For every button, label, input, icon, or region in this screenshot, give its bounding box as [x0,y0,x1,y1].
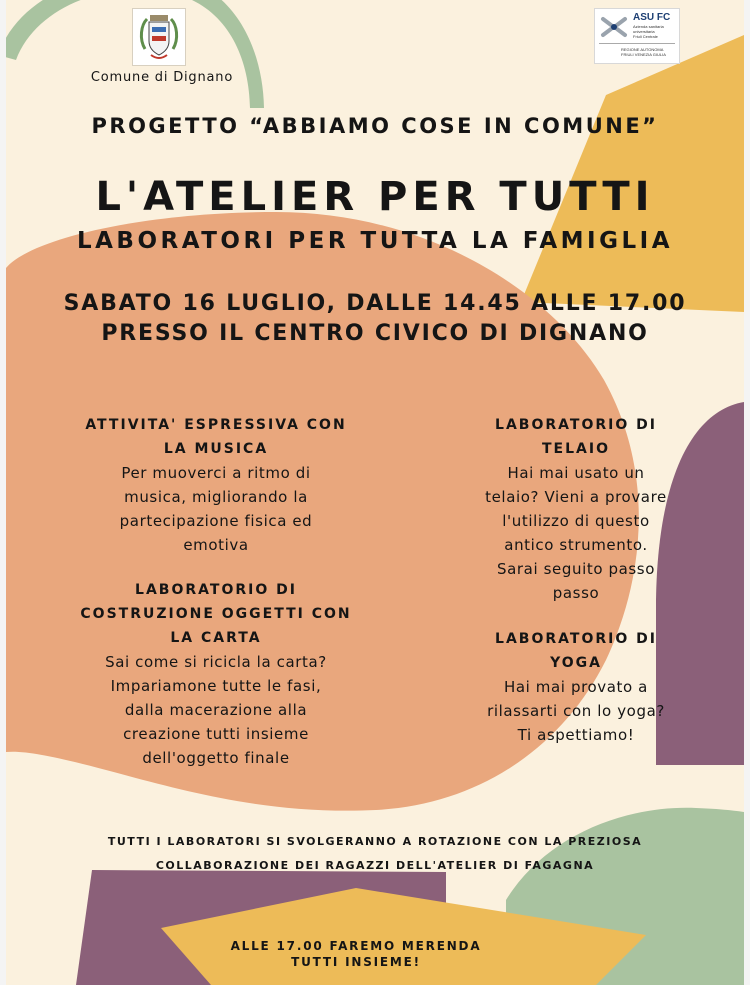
page-subtitle: LABORATORI PER TUTTA LA FAMIGLIA [76,228,674,254]
region-name: REGIONE AUTONOMA FRIULI VENEZIA GIULIA [621,47,666,57]
municipality-name: Comune di Dignano [90,70,234,85]
municipality-crest-icon [132,8,186,66]
snack-note: ALLE 17.00 FAREMO MERENDA TUTTI INSIEME! [230,939,482,969]
asu-fc-logo [594,8,680,64]
footer-note: TUTTI I LABORATORI SI SVOLGERANNO A ROTAZIONE CON LA PREZIOSA COLLABORAZIONE DEI RAGAZZI DELL'ATELIER DI FAGAGNA [107,835,643,872]
project-title: PROGETTO “ABBIAMO COSE IN COMUNE” [91,114,659,138]
activity-loom: LABORATORIO DI TELAIO Hai mai usato un telaio? Vieni a provare l'utilizzo di questo antico strumento. Sarai seguito passo passo [485,417,667,602]
asu-fc-description: Azienda sanitaria universitaria Friuli Centrale [633,24,664,39]
activity-yoga: LABORATORIO DI YOGA Hai mai provato a rilassarti con lo yoga? Ti aspettiamo! [487,631,665,744]
page-title: L'ATELIER PER TUTTI [95,174,655,220]
asu-fc-name: ASU FC [633,12,671,23]
event-date: SABATO 16 LUGLIO, DALLE 14.45 ALLE 17.00 [63,291,687,316]
activity-music: ATTIVITA' ESPRESSIVA CON LA MUSICA Per muoverci a ritmo di musica, migliorando la partecipazione fisica ed emotiva [85,417,347,554]
activity-paper: LABORATORIO DI COSTRUZIONE OGGETTI CON LA CARTA Sai come si ricicla la carta? Impariamone tutte le fasi, dalla macerazione alla creazione tutti insieme dell'oggetto finale [80,582,352,767]
event-place: PRESSO IL CENTRO CIVICO DI DIGNANO [101,321,649,346]
asu-fc-icon [597,11,631,43]
poster [6,0,744,985]
